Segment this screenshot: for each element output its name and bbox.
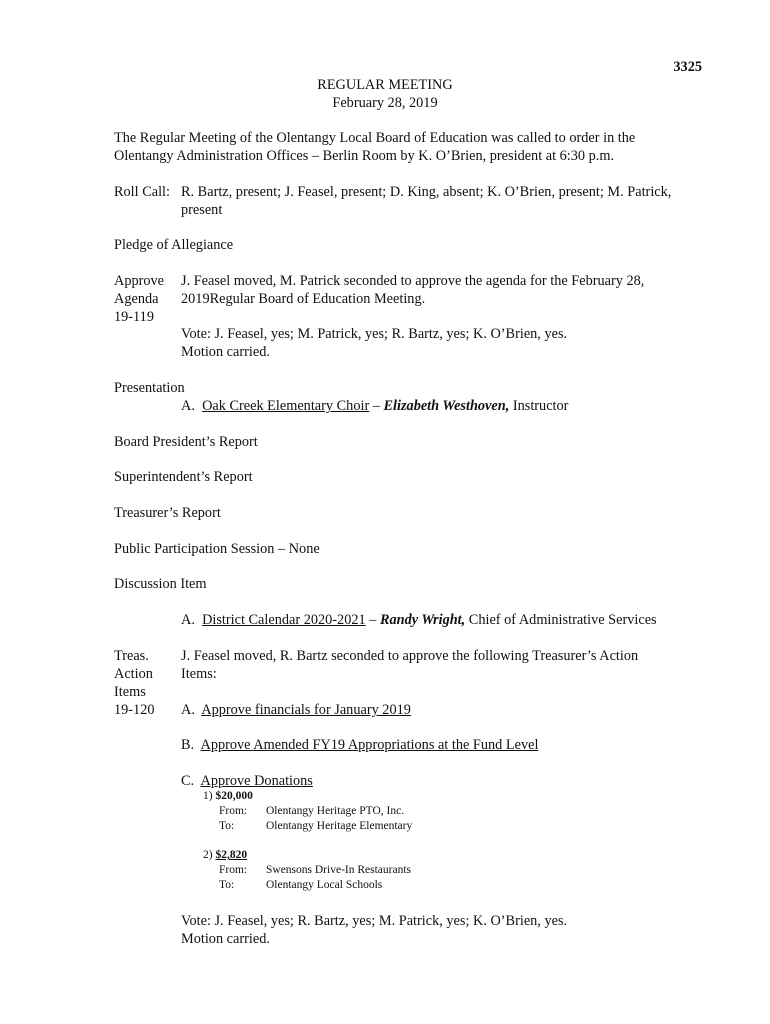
roll-call-line-2: present bbox=[181, 202, 223, 218]
donation-1-from-label: From: bbox=[219, 805, 248, 817]
treasurer-report: Treasurer’s Report bbox=[114, 505, 221, 521]
agenda-motion-result: Motion carried. bbox=[181, 344, 270, 360]
side-label-action: Action bbox=[114, 666, 153, 682]
treasurer-item-a bbox=[181, 701, 411, 719]
meeting-date: February 28, 2019 bbox=[332, 95, 438, 111]
dash: – bbox=[365, 612, 380, 628]
item-letter: A. bbox=[181, 398, 195, 414]
treasurer-motion-line-1: J. Feasel moved, R. Bartz seconded to approve the following Treasurer’s Action bbox=[181, 648, 639, 664]
page-number: 3325 bbox=[673, 59, 702, 75]
side-label-approve: Approve bbox=[114, 273, 165, 289]
presenter-name: Elizabeth Westhoven, bbox=[383, 398, 510, 414]
agenda-motion-line-1: J. Feasel moved, M. Patrick seconded to approve the agenda for the February 28, bbox=[181, 273, 645, 289]
treasurer-item-c bbox=[181, 772, 313, 790]
treasurer-motion-line-2: Items: bbox=[181, 666, 217, 682]
donation-2-to-label: To: bbox=[219, 879, 235, 891]
side-label-resolution: 19-119 bbox=[114, 309, 154, 325]
donation-2-from-label: From: bbox=[219, 864, 248, 876]
item-letter: A. bbox=[181, 702, 195, 718]
side-label-agenda: Agenda bbox=[114, 291, 159, 307]
dash: – bbox=[369, 398, 384, 414]
donation-1-to: Olentangy Heritage Elementary bbox=[266, 820, 413, 832]
item-a-text: Approve financials for January 2019 bbox=[201, 702, 411, 718]
roll-call-line-1: R. Bartz, present; J. Feasel, present; D. King, absent; K. O’Brien, present; M. Patrick, bbox=[181, 184, 672, 200]
presentation-item bbox=[181, 397, 568, 415]
superintendent-report: Superintendent’s Report bbox=[114, 469, 253, 485]
treasurer-motion-result: Motion carried. bbox=[181, 931, 270, 947]
intro-line-1: The Regular Meeting of the Olentangy Local Board of Education was called to order in the bbox=[114, 130, 636, 146]
item-c-text: Approve Donations bbox=[200, 773, 313, 789]
side-label-resolution: 19-120 bbox=[114, 702, 155, 718]
discussion-item bbox=[181, 611, 657, 629]
donation-1-to-label: To: bbox=[219, 820, 235, 832]
pledge-of-allegiance: Pledge of Allegiance bbox=[114, 237, 234, 253]
item-letter: A. bbox=[181, 612, 195, 628]
side-label-treas: Treas. bbox=[114, 648, 149, 664]
item-letter: C. bbox=[181, 773, 195, 789]
discussion-heading: Discussion Item bbox=[114, 576, 207, 592]
treasurer-vote: Vote: J. Feasel, yes; R. Bartz, yes; M. Patrick, yes; K. O’Brien, yes. bbox=[181, 913, 568, 929]
presentation-title: Oak Creek Elementary Choir bbox=[202, 398, 370, 414]
donation-1-from: Olentangy Heritage PTO, Inc. bbox=[266, 805, 405, 817]
item-b-text: Approve Amended FY19 Appropriations at the Fund Level bbox=[200, 737, 539, 753]
agenda-motion-line-2: 2019Regular Board of Education Meeting. bbox=[181, 291, 426, 307]
donation-1 bbox=[203, 789, 253, 804]
item-letter: B. bbox=[181, 737, 195, 753]
roll-call-label: Roll Call: bbox=[114, 184, 171, 200]
board-president-report: Board President’s Report bbox=[114, 434, 258, 450]
donation-number: 1) bbox=[203, 790, 213, 802]
donation-2-from: Swensons Drive-In Restaurants bbox=[266, 864, 412, 876]
intro-line-2: Olentangy Administration Offices – Berlin Room by K. O’Brien, president at 6:30 p.m. bbox=[114, 148, 615, 164]
meeting-title: REGULAR MEETING bbox=[317, 77, 453, 93]
donation-2-to: Olentangy Local Schools bbox=[266, 879, 383, 891]
donation-2 bbox=[203, 848, 247, 863]
donation-amount: $2,820 bbox=[215, 849, 248, 861]
public-participation: Public Participation Session – None bbox=[114, 541, 320, 557]
agenda-vote: Vote: J. Feasel, yes; M. Patrick, yes; R. Bartz, yes; K. O’Brien, yes. bbox=[181, 326, 568, 342]
donation-amount: $20,000 bbox=[215, 790, 253, 802]
side-label-items: Items bbox=[114, 684, 146, 700]
presentation-heading: Presentation bbox=[114, 380, 185, 396]
discussion-role: Chief of Administrative Services bbox=[465, 612, 657, 628]
donation-number: 2) bbox=[203, 849, 213, 861]
discussion-title: District Calendar 2020-2021 bbox=[202, 612, 366, 628]
presenter-role: Instructor bbox=[509, 398, 569, 414]
treasurer-item-b bbox=[181, 736, 538, 754]
discussion-presenter: Randy Wright, bbox=[379, 612, 466, 628]
